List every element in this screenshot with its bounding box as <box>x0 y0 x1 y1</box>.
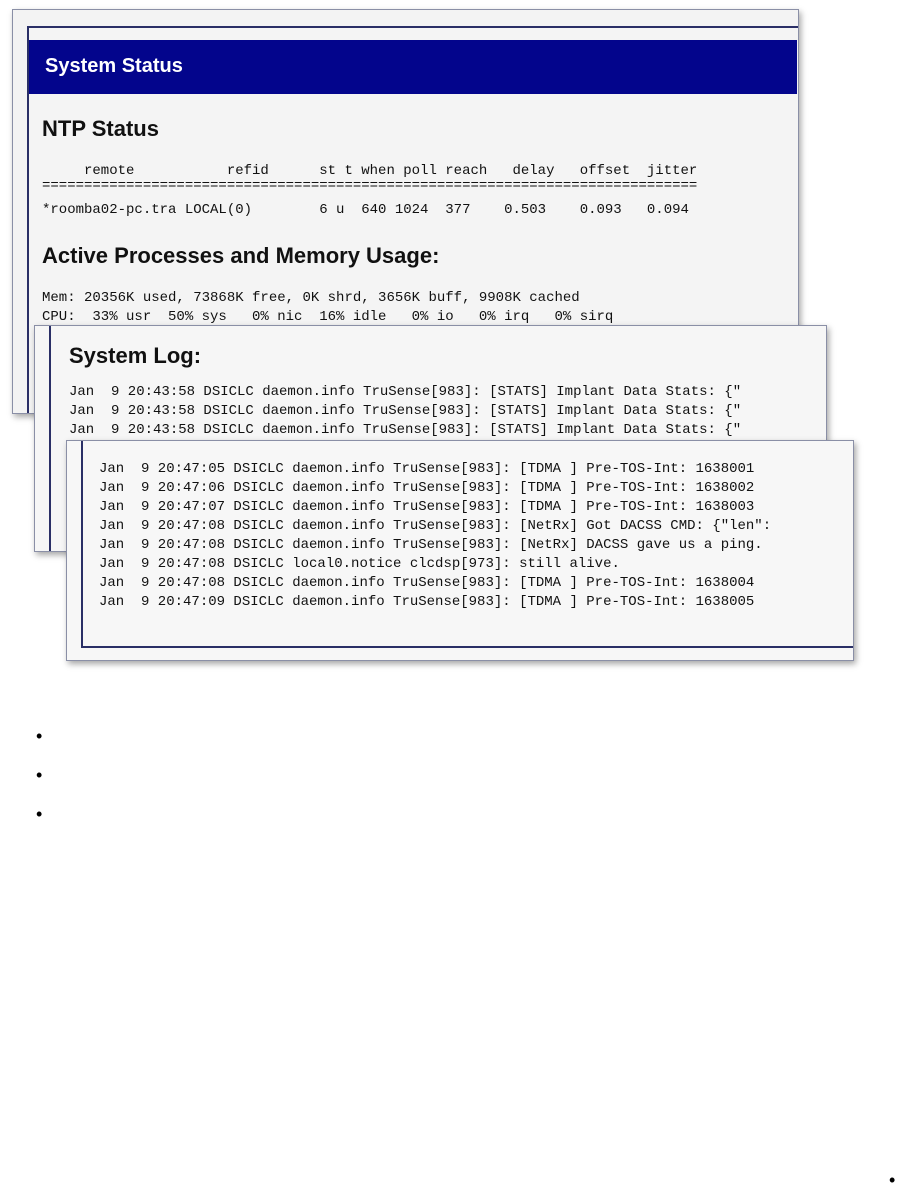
ntp-table <box>42 162 782 222</box>
system-status-title: System Status <box>45 55 183 77</box>
bullet-list <box>36 726 56 843</box>
processes-block <box>42 289 782 325</box>
cpu-usage-line: CPU: 33% usr 50% sys 0% nic 16% idle 0% io 0% irq 0% sirq <box>42 309 614 325</box>
detail-log-line: Jan 9 20:47:08 DSICLC daemon.info TruSense[983]: [NetRx] DACSS gave us a ping. <box>99 537 763 553</box>
ntp-status-heading: NTP Status <box>42 116 159 141</box>
ntp-separator: ============================================================================== <box>42 178 698 194</box>
mem-usage-line: Mem: 20356K used, 73868K free, 0K shrd, 3656K buff, 9908K cached <box>42 290 580 306</box>
system-log-line: Jan 9 20:43:58 DSICLC daemon.info TruSense[983]: [STATS] Implant Data Stats: {" <box>69 384 742 400</box>
system-log-lines <box>69 383 827 443</box>
detail-log-line: Jan 9 20:47:08 DSICLC daemon.info TruSense[983]: [TDMA ] Pre-TOS-Int: 1638004 <box>99 575 755 591</box>
system-log-heading: System Log: <box>69 343 202 368</box>
bullet-item <box>36 765 56 804</box>
corner-bullet-icon: • <box>889 1170 896 1190</box>
detail-log-line: Jan 9 20:47:05 DSICLC daemon.info TruSense[983]: [TDMA ] Pre-TOS-Int: 1638001 <box>99 461 755 477</box>
bullet-item <box>36 726 56 765</box>
system-status-title-bar <box>29 40 797 94</box>
detail-log-line: Jan 9 20:47:06 DSICLC daemon.info TruSense[983]: [TDMA ] Pre-TOS-Int: 1638002 <box>99 480 755 496</box>
detail-log-line: Jan 9 20:47:07 DSICLC daemon.info TruSense[983]: [TDMA ] Pre-TOS-Int: 1638003 <box>99 499 755 515</box>
detail-log-line: Jan 9 20:47:08 DSICLC local0.notice clcdsp[973]: still alive. <box>99 556 620 572</box>
system-log-line: Jan 9 20:43:58 DSICLC daemon.info TruSense[983]: [STATS] Implant Data Stats: {" <box>69 403 742 419</box>
detail-log-lines <box>99 460 851 620</box>
detail-log-line: Jan 9 20:47:08 DSICLC daemon.info TruSense[983]: [NetRx] Got DACSS CMD: {"len": <box>99 518 772 534</box>
ntp-peer-row: *roomba02-pc.tra LOCAL(0) 6 u 640 1024 377 0.503 0.093 0.094 <box>42 202 689 218</box>
detail-log-line: Jan 9 20:47:09 DSICLC daemon.info TruSense[983]: [TDMA ] Pre-TOS-Int: 1638005 <box>99 594 755 610</box>
detail-log-panel <box>66 440 854 661</box>
processes-heading: Active Processes and Memory Usage: <box>42 243 440 268</box>
ntp-header-line: remote refid st t when poll reach delay offset jitter <box>42 163 698 179</box>
bullet-item <box>36 804 56 843</box>
system-log-line: Jan 9 20:43:58 DSICLC daemon.info TruSense[983]: [STATS] Implant Data Stats: {" <box>69 422 742 438</box>
